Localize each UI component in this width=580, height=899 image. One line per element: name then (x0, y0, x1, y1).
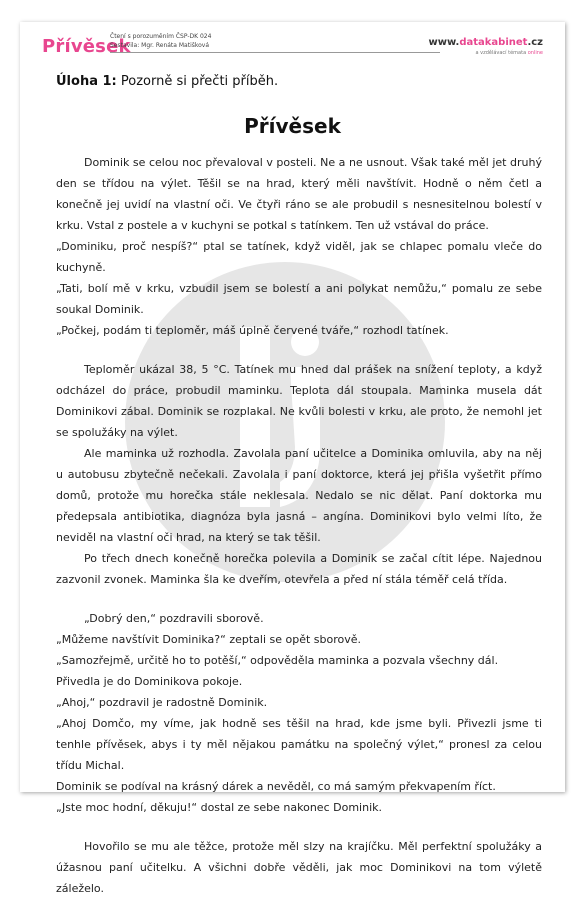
worksheet-code: Čtení s porozuměním ČSP-DK 024 (110, 33, 212, 40)
story-paragraph: „Můžeme navštívit Dominika?“ zeptali se opět sborově. (56, 633, 362, 646)
worksheet-meta (110, 32, 211, 50)
story-paragraph: Po třech dnech konečně horečka polevila a Dominik se začal cítit lépe. Najednou zazvonil zvonek. Maminka šla ke dveřím, otevřela a před ní stála téměř celá třída. (56, 552, 542, 586)
site-tagline-accent: online (527, 50, 543, 56)
site-prefix: www. (428, 37, 460, 48)
worksheet-author: Sestavila: Mgr. Renáta Matišková (110, 42, 210, 49)
site-tagline-text: a vzdělávací témata (475, 50, 528, 56)
story-paragraph: Přivedla je do Dominikova pokoje. (56, 675, 243, 688)
story-paragraph: „Ahoj Domčo, my víme, jak hodně ses těšil na hrad, kde jsme byli. Přivezli jsme ti tenhle přívěsek, abys i ty měl nějakou památku na společný výlet,“ pronesl za celou třídu Michal. (56, 717, 542, 772)
story-paragraph: Dominik se podíval na krásný dárek a nevěděl, co má samým překvapením říct. (56, 780, 496, 793)
site-accent: datakabinet (459, 37, 528, 48)
paragraph-gap (56, 818, 542, 836)
page-header (20, 22, 565, 62)
story-paragraph: „Samozřejmě, určitě ho to potěší,“ odpověděla maminka a pozvala všechny dál. (56, 654, 499, 667)
story-paragraph: Ale maminka už rozhodla. Zavolala paní učitelce a Dominika omluvila, aby na něj u autobusu zbytečně nečekali. Zavolala i paní doktorce, která jej přišla vyšetřit přímo domů, protože mu horečka stále neklesala. Nedalo se nic dělat. Paní doktorka mu předepsala antibiotika, diagnóza byla jasná – angína. Dominikovi bylo velmi líto, že neviděl na vlastní oči hrad, na který se tak těšil. (56, 447, 542, 544)
worksheet-page (20, 22, 565, 895)
task-label: Úloha 1: (56, 74, 117, 89)
story-paragraph: Teploměr ukázal 38, 5 °C. Tatínek mu hned dal prášek na snížení teploty, a když odcházel do práce, probudil maminku. Teplota dál stoupala. Maminka musela dát Dominikovi zábal. Dominik se rozplakal. Ne kvůli bolesti v krku, ale proto, že nemohl jet se spolužáky na výlet. (56, 363, 542, 439)
story-paragraph: „Tati, bolí mě v krku, vzbudil jsem se bolestí a ani polykat nemůžu,“ pomalu ze sebe soukal Dominik. (56, 282, 542, 316)
story-body (56, 152, 542, 899)
story-paragraph: „Jste moc hodní, děkuju!“ dostal ze sebe nakonec Dominik. (56, 801, 382, 814)
brand-logo: Přívěsek (42, 36, 131, 57)
paragraph-gap (56, 590, 542, 608)
story-title: Přívěsek (244, 114, 341, 138)
story-paragraph: Dominik se celou noc převaloval v posteli. Ne a ne usnout. Však také měl jet druhý den se třídou na výlet. Těšil se na hrad, který měli navštívit. Hodně o něm četl a konečně jej uvidí na vlastní oči. Ve čtyři ráno se ale probudil s nesnesitelnou bolestí v krku. Vstal z postele a v kuchyni se potkal s tatínkem. Ten už vstával do práce. (56, 156, 542, 232)
task-text: Pozorně si přečti příběh. (116, 74, 279, 89)
story-paragraph: Hovořilo se mu ale těžce, protože měl slzy na krajíčku. Měl perfektní spolužáky a úžasnou paní učitelku. A všichni dobře věděli, jak moc Dominikovi na tom výletě záleželo. (56, 840, 542, 895)
story-paragraph: „Dominiku, proč nespíš?“ ptal se tatínek, když viděl, jak se chlapec pomalu vleče do kuchyně. (56, 240, 542, 274)
header-divider (110, 52, 440, 53)
task-instruction (56, 74, 278, 89)
site-tagline (475, 50, 543, 56)
story-paragraph: „Ahoj,“ pozdravil je radostně Dominik. (56, 696, 268, 709)
story-paragraph: „Dobrý den,“ pozdravili sborově. (84, 612, 264, 625)
site-suffix: .cz (527, 37, 543, 48)
story-paragraph: „Počkej, podám ti teploměr, máš úplně červené tváře,“ rozhodl tatínek. (56, 324, 449, 337)
paragraph-gap (56, 341, 542, 359)
site-link[interactable] (428, 37, 543, 48)
